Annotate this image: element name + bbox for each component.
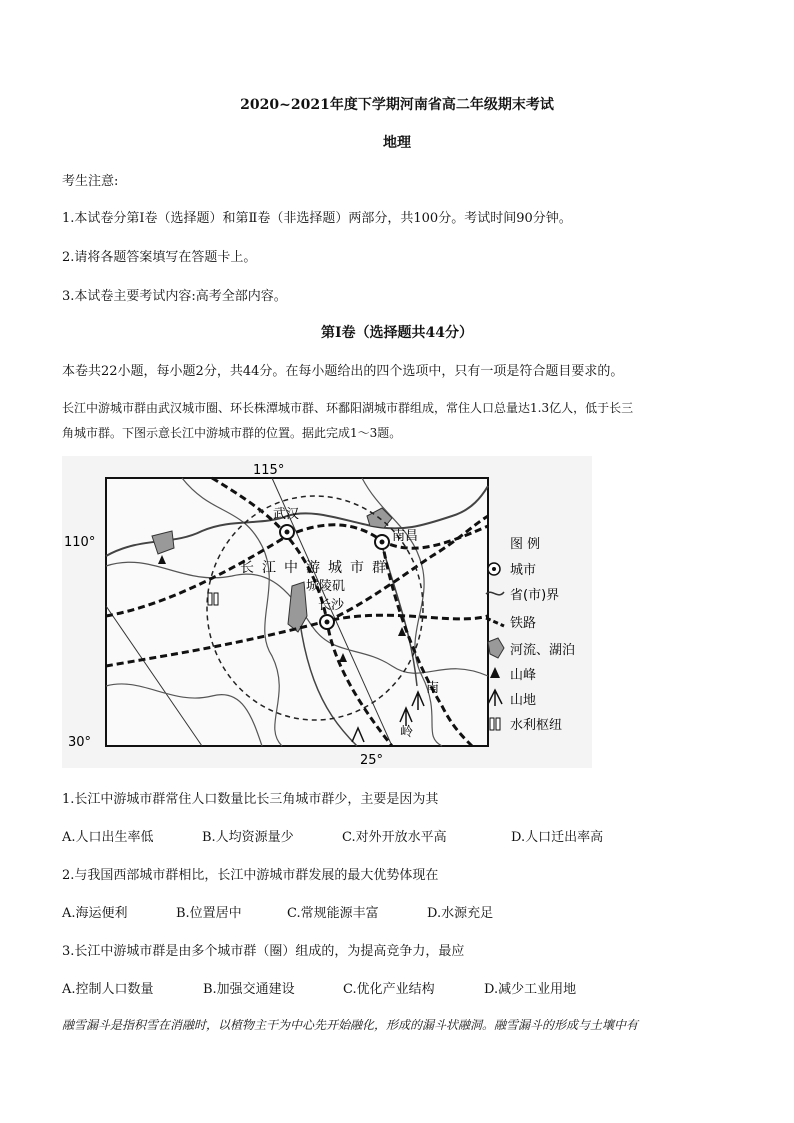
question-2-stem: 2.与我国西部城市群相比，长江中游城市群发展的最大优势体现在 [62, 868, 439, 883]
city-icon-wuhan [280, 525, 294, 539]
question-3-option-d: D.减少工业用地 [484, 982, 577, 997]
question-1-option-d: D.人口迁出率高 [511, 830, 604, 845]
legend-label-dam: 水利枢纽 [510, 718, 563, 733]
question-3-option-b: B.加强交通建设 [203, 982, 295, 997]
question-3-option-c: C.优化产业结构 [343, 982, 435, 997]
question-2-option-d: D.水源充足 [427, 906, 494, 921]
next-passage-text: 融雪漏斗是指积雪在消融时，以植物主干为中心先开始融化，形成的漏斗状融洞。融雪漏斗的形成与土壤中有 [62, 1018, 639, 1032]
question-2-option-c: C.常规能源丰富 [287, 906, 379, 921]
question-1-stem: 1.长江中游城市群常住人口数量比长三角城市群少，主要是因为其 [62, 792, 439, 807]
legend-label-city: 城市 [510, 563, 537, 578]
intro-line-1: 长江中游城市群由武汉城市圈、环长株潭城市群、环鄱阳湖城市群组成，常住人口总量达1.3亿人，低于长三 [62, 401, 634, 415]
notice-item-1: 1.本试卷分第Ⅰ卷（选择题）和第Ⅱ卷（非选择题）两部分，共100分。考试时间90分钟。 [62, 211, 572, 226]
city-icon-nanchang [375, 535, 389, 549]
question-2-option-b: B.位置居中 [176, 906, 242, 921]
range-label-ling: 岭 [400, 725, 414, 740]
question-1-option-b: B.人均资源量少 [202, 830, 294, 845]
range-label-nan: 南 [426, 681, 440, 696]
region-map [62, 456, 592, 768]
notice-item-3: 3.本试卷主要考试内容:高考全部内容。 [62, 289, 287, 304]
latitude-left-bottom-label: 30° [68, 735, 92, 750]
city-icon [488, 563, 500, 575]
subject-title: 地理 [383, 135, 411, 151]
latitude-left-top-label: 110° [64, 535, 96, 550]
longitude-top-label: 115° [253, 463, 285, 478]
latitude-bottom-label: 25° [360, 753, 384, 768]
city-label-nanchang: 南昌 [392, 529, 419, 544]
legend-label-mountain: 山地 [510, 693, 537, 708]
exam-title: 2020~2021年度下学期河南省高二年级期末考试 [240, 97, 554, 113]
question-3-stem: 3.长江中游城市群是由多个城市群（圈）组成的，为提高竞争力，最应 [62, 944, 465, 959]
legend-label-railway: 铁路 [510, 616, 537, 631]
question-1-option-a: A.人口出生率低 [62, 830, 154, 845]
city-label-changsha: 长沙 [318, 598, 345, 613]
region-label: 长江中游城市群 [240, 560, 394, 576]
legend-title: 图 例 [510, 537, 541, 552]
notice-heading: 考生注意: [62, 174, 119, 189]
section-instructions: 本卷共22小题，每小题2分，共44分。在每小题给出的四个选项中，只有一项是符合题目要求的。 [62, 364, 624, 379]
legend-label-peak: 山峰 [510, 668, 537, 683]
intro-line-2: 角城市群。下图示意长江中游城市群的位置。据此完成1～3题。 [62, 426, 402, 440]
legend-label-boundary: 省(市)界 [510, 588, 560, 603]
legend-label-river-lake: 河流、湖泊 [510, 643, 576, 658]
question-2-option-a: A.海运便利 [62, 906, 128, 921]
city-label-wuhan: 武汉 [273, 507, 300, 522]
city-icon-changsha [320, 615, 334, 629]
notice-item-2: 2.请将各题答案填写在答题卡上。 [62, 250, 257, 265]
section-title: 第Ⅰ卷（选择题共44分） [320, 325, 474, 341]
question-1-option-c: C.对外开放水平高 [342, 830, 447, 845]
place-label: 城陵矶 [306, 579, 346, 594]
question-3-option-a: A.控制人口数量 [62, 982, 154, 997]
